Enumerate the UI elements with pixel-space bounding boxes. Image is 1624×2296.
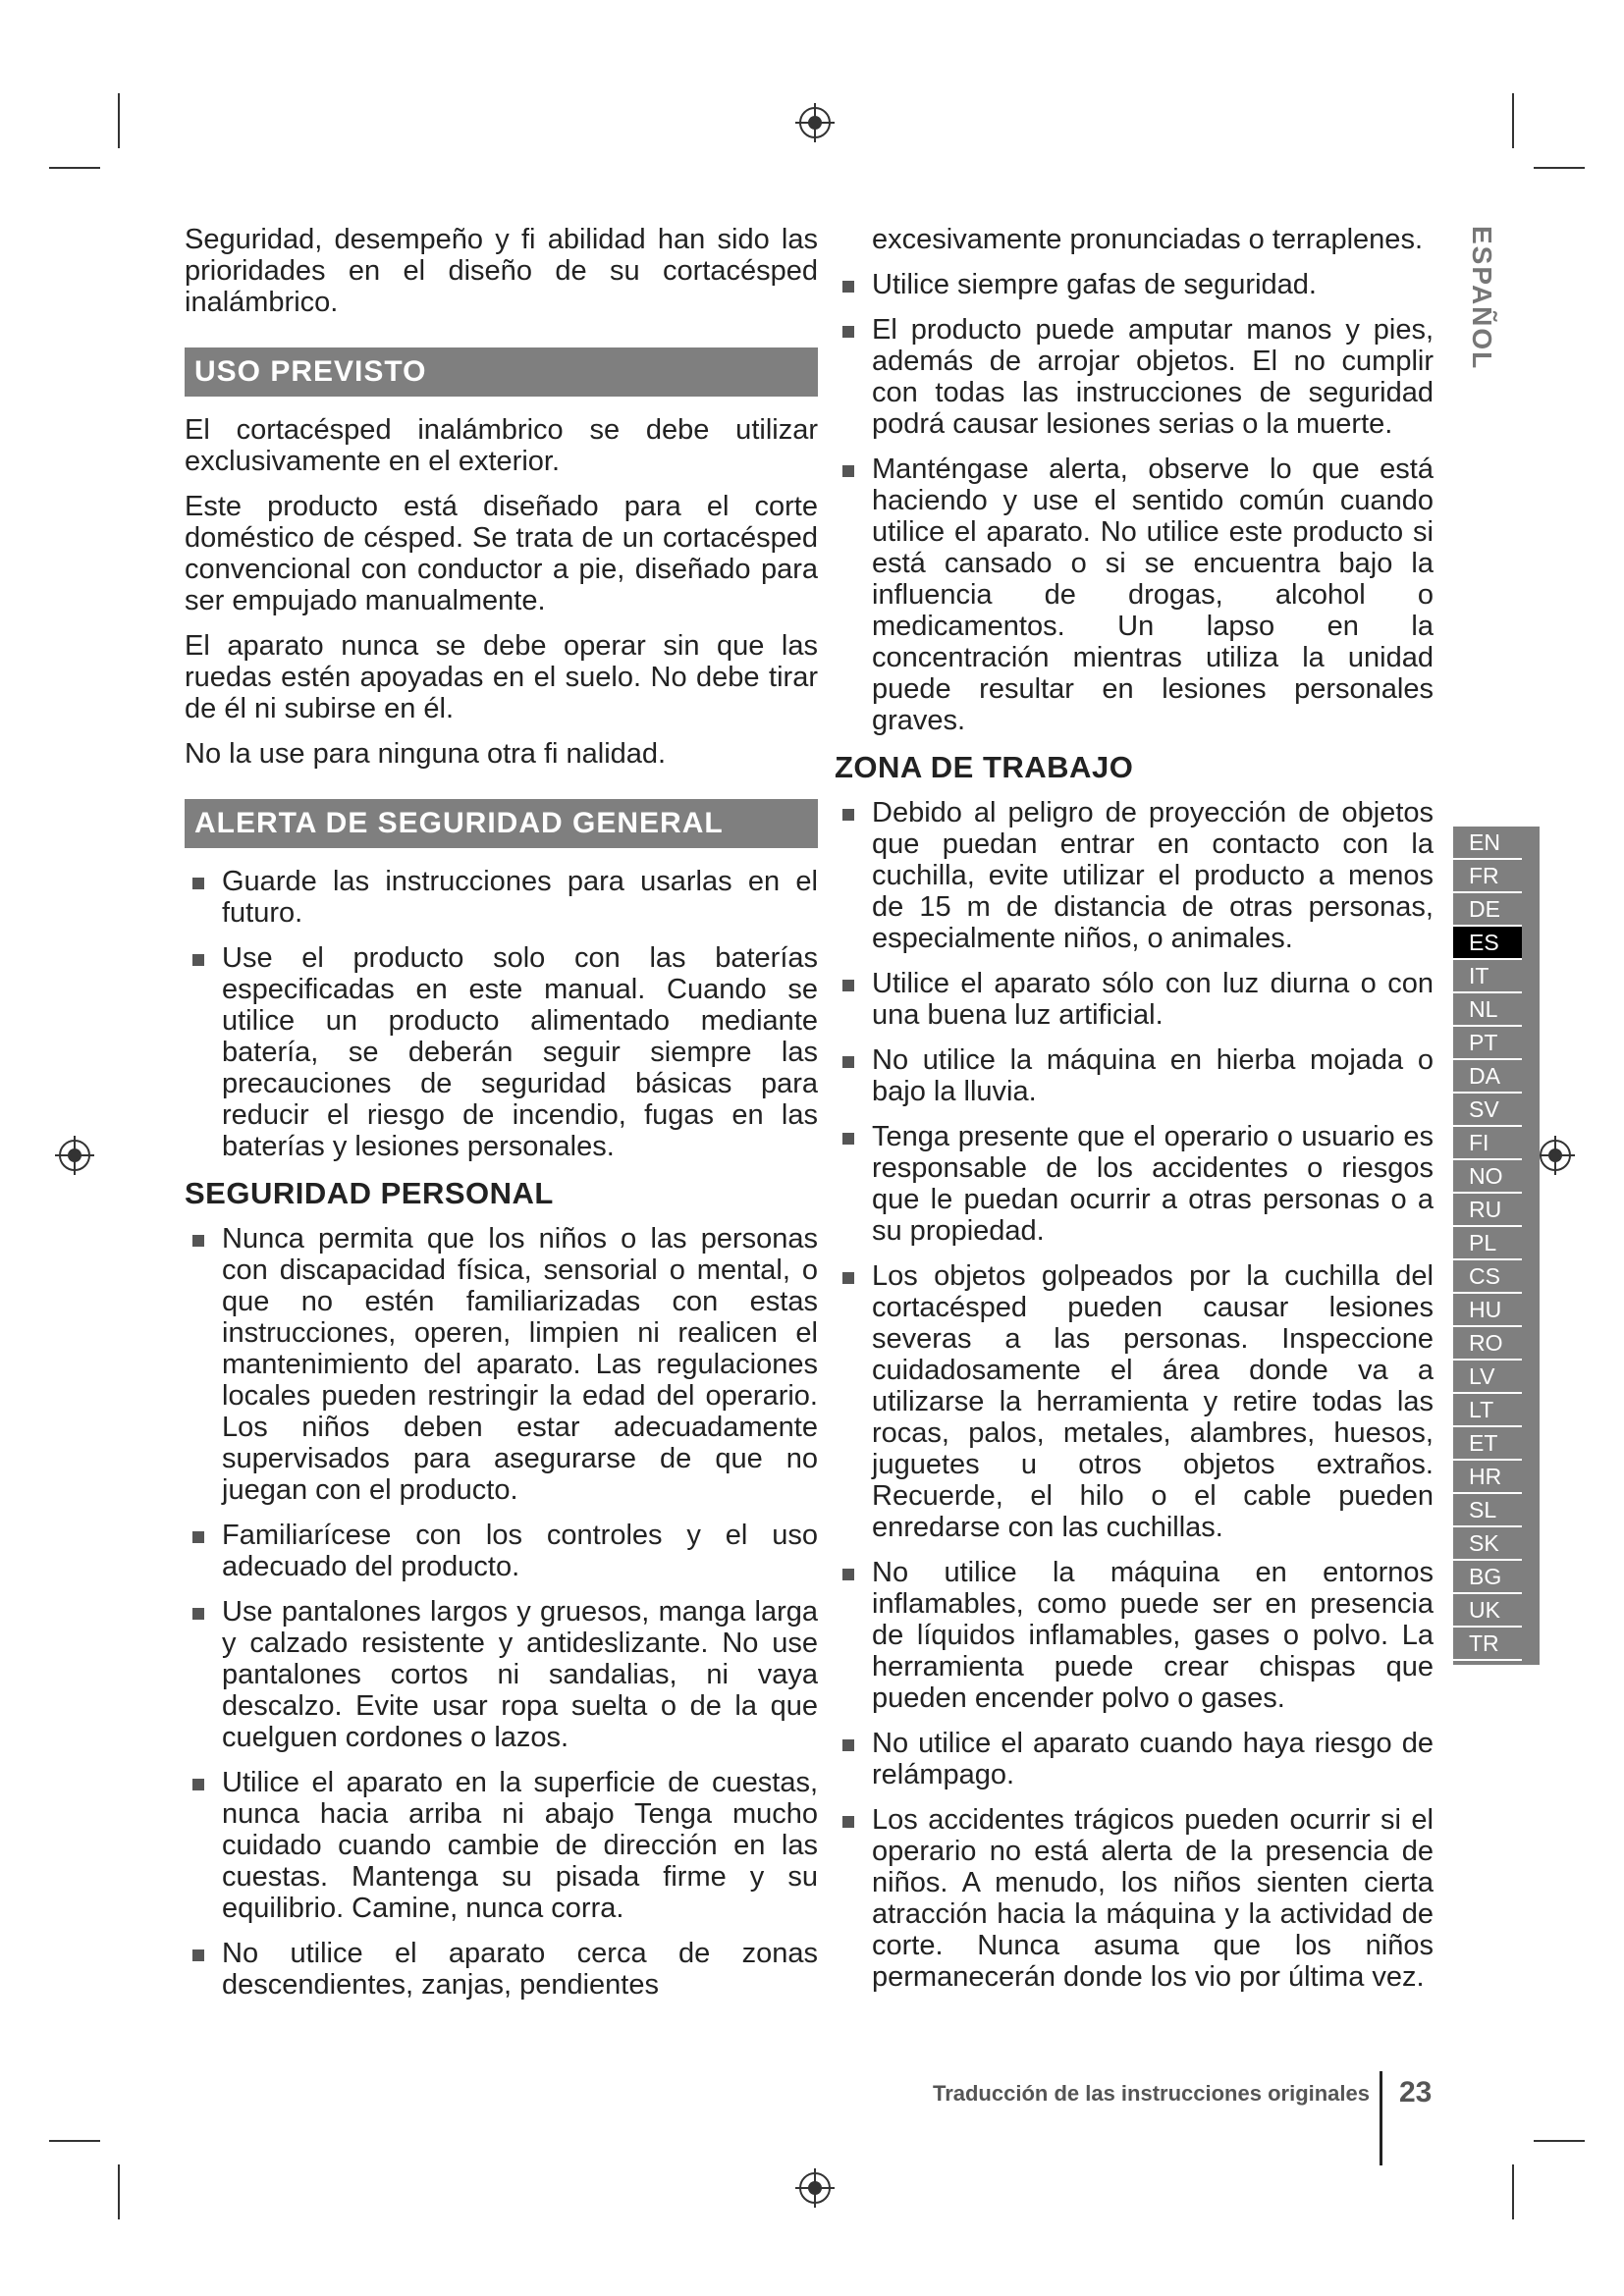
language-tab-item[interactable]: DE: [1453, 893, 1522, 927]
uso-paragraph: No la use para ninguna otra fi nalidad.: [185, 738, 667, 770]
language-tab-item[interactable]: IT: [1453, 960, 1522, 993]
list-item: No utilice la máquina en hierba mojada o bajo la lluvia.: [835, 1044, 1473, 1107]
registration-mark-left-icon: [53, 1134, 96, 1177]
continuation-text: excesivamente pronunciadas o terraplenes.: [872, 224, 1423, 255]
list-item: Guarde las instrucciones para usarlas en el futuro.: [185, 866, 818, 929]
list-item: Use el producto solo con las baterías especificadas en este manual. Cuando se utilice un producto alimentado mediante batería, se deberán seguir siempre las precauciones de seguridad básicas para reducir el riesgo de incendio, fugas en las baterías y lesiones personales.: [185, 942, 818, 1162]
registration-mark-right-icon: [1534, 1134, 1577, 1177]
language-tab-item[interactable]: UK: [1453, 1594, 1522, 1628]
crop-mark-bl-v: [118, 2164, 120, 2219]
list-item: Debido al peligro de proyección de objetos que puedan entrar en contacto con la cuchilla, evite utilizar el producto a menos de 15 m de distancia de otras personas, especialmente niños, o animales.: [835, 797, 1473, 954]
language-tab-item[interactable]: LV: [1453, 1361, 1522, 1394]
personal-list: [185, 1223, 818, 2001]
language-tab-item[interactable]: NL: [1453, 993, 1522, 1027]
language-tab-item[interactable]: EN: [1453, 827, 1522, 860]
footer-divider: [1380, 2071, 1382, 2165]
language-tab-item[interactable]: ES: [1453, 927, 1522, 960]
language-tab-item[interactable]: SK: [1453, 1527, 1522, 1561]
footer-translation-note: Traducción de las instrucciones originales: [932, 2081, 1370, 2106]
list-item: Utilice el aparato en la superficie de cuestas, nunca hacia arriba ni abajo Tenga mucho cuidado cuando cambie de dirección en las cuestas. Mantenga su pisada firme y su equilibrio. Camine, nunca corra.: [185, 1767, 818, 1924]
uso-paragraph: Este producto está diseñado para el corte doméstico de césped. Se trata de un cortacésped convencional con conductor a pie, diseñado para ser empujado manualmente.: [185, 491, 818, 616]
language-tab-item[interactable]: NO: [1453, 1160, 1522, 1194]
language-tab-item[interactable]: PT: [1453, 1027, 1522, 1060]
language-tab-item[interactable]: DA: [1453, 1060, 1522, 1094]
list-item: Los accidentes trágicos pueden ocurrir si el operario no está alerta de la presencia de niños. A menudo, los niños sienten cierta atracción hacia la máquina y la actividad de corte. Nunca asuma que los niños permanecerán donde los vio por última vez.: [835, 1804, 1473, 1993]
section-heading-zona-de-trabajo: ZONA DE TRABAJO: [835, 750, 1134, 784]
intro-paragraph: Seguridad, desempeño y fi abilidad han sido las prioridades en el diseño de su cortacésped inalámbrico.: [185, 224, 818, 318]
list-item: Tenga presente que el operario o usuario es responsable de los accidentes o riesgos que le puedan ocurrir a otras personas o a su propiedad.: [835, 1121, 1473, 1247]
zona-list: [835, 797, 1473, 1993]
language-tab-item[interactable]: CS: [1453, 1260, 1522, 1294]
registration-mark-top-icon: [793, 101, 837, 144]
crop-mark-tr-v: [1512, 93, 1514, 148]
list-item: No utilice el aparato cuando haya riesgo de relámpago.: [835, 1728, 1473, 1790]
language-tab-item[interactable]: RU: [1453, 1194, 1522, 1227]
list-item: Nunca permita que los niños o las personas con discapacidad física, sensorial o mental, o que no estén familiarizadas con estas instrucciones, operen, limpien ni realicen el mantenimiento del aparato. Las regulaciones locales pueden restringir la edad del operario. Los niños deben estar adecuadamente supervisados para asegurarse de que no juegan con el producto.: [185, 1223, 818, 1506]
right-column: [835, 224, 1473, 2006]
crop-mark-br-v: [1512, 2164, 1514, 2219]
crop-mark-tr-h: [1534, 167, 1585, 169]
registration-mark-bottom-icon: [793, 2166, 837, 2210]
list-item: El producto puede amputar manos y pies, además de arrojar objetos. El no cumplir con todas las instrucciones de seguridad podrá causar lesiones serias o la muerte.: [835, 314, 1473, 440]
language-tab-item[interactable]: FI: [1453, 1127, 1522, 1160]
section-heading-alerta: ALERTA DE SEGURIDAD GENERAL: [185, 799, 818, 848]
list-item: Manténgase alerta, observe lo que está haciendo y use el sentido común cuando utilice el aparato. No utilice este producto si está cansado o si se encuentra bajo la influencia de drogas, alcohol o medicamentos. Un lapso en la concentración mientras utiliza la unidad puede resultar en lesiones personales graves.: [835, 454, 1473, 736]
language-tab-item[interactable]: HU: [1453, 1294, 1522, 1327]
list-item: Use pantalones largos y gruesos, manga larga y calzado resistente y antideslizante. No use pantalones cortos ni sandalias, ni vaya descalzo. Evite usar ropa suelta o de la que cuelguen cordones o lazos.: [185, 1596, 818, 1753]
language-tab-item[interactable]: BG: [1453, 1561, 1522, 1594]
crop-mark-br-h: [1534, 2140, 1585, 2142]
section-heading-seguridad-personal: SEGURIDAD PERSONAL: [185, 1176, 554, 1210]
language-tab-item[interactable]: TR: [1453, 1628, 1522, 1661]
language-tab-item[interactable]: LT: [1453, 1394, 1522, 1427]
language-tab-item[interactable]: PL: [1453, 1227, 1522, 1260]
uso-paragraph: El aparato nunca se debe operar sin que las ruedas estén apoyadas en el suelo. No debe tirar de él ni subirse en él.: [185, 630, 818, 724]
alerta-list: [185, 866, 818, 1162]
crop-mark-bl-h: [49, 2140, 100, 2142]
top-list: [835, 269, 1473, 736]
language-tab-item[interactable]: FR: [1453, 860, 1522, 893]
list-item: Utilice siempre gafas de seguridad.: [835, 269, 1473, 300]
list-item: Los objetos golpeados por la cuchilla del cortacésped pueden causar lesiones severas a las personas. Inspeccione cuidadosamente el área donde va a utilizarse la herramienta y retire todas las rocas, palos, metales, alambres, huesos, juguetes u otros objetos extraños. Recuerde, el hilo o el cable pueden enredarse con las cuchillas.: [835, 1260, 1473, 1543]
uso-paragraph: El cortacésped inalámbrico se debe utilizar exclusivamente en el exterior.: [185, 414, 818, 477]
language-tab-item[interactable]: RO: [1453, 1327, 1522, 1361]
list-item: No utilice el aparato cerca de zonas descendientes, zanjas, pendientes: [185, 1938, 818, 2001]
list-item: No utilice la máquina en entornos inflamables, como puede ser en presencia de líquidos inflamables, gases o polvo. La herramienta puede crear chispas que pueden encender polvo o gases.: [835, 1557, 1473, 1714]
list-item: Utilice el aparato sólo con luz diurna o con una buena luz artificial.: [835, 968, 1473, 1031]
section-heading-uso-previsto: USO PREVISTO: [185, 347, 818, 397]
language-tab-item[interactable]: SL: [1453, 1494, 1522, 1527]
language-tab-item[interactable]: SV: [1453, 1094, 1522, 1127]
language-tab-item[interactable]: ET: [1453, 1427, 1522, 1461]
language-side-label: ESPAÑOL: [1467, 226, 1497, 371]
page-number: 23: [1399, 2076, 1433, 2109]
language-tab-item[interactable]: HR: [1453, 1461, 1522, 1494]
left-column: [185, 224, 818, 2014]
crop-mark-tl-h: [49, 167, 100, 169]
crop-mark-tl-v: [118, 93, 120, 148]
list-item: Familiarícese con los controles y el uso adecuado del producto.: [185, 1520, 818, 1582]
